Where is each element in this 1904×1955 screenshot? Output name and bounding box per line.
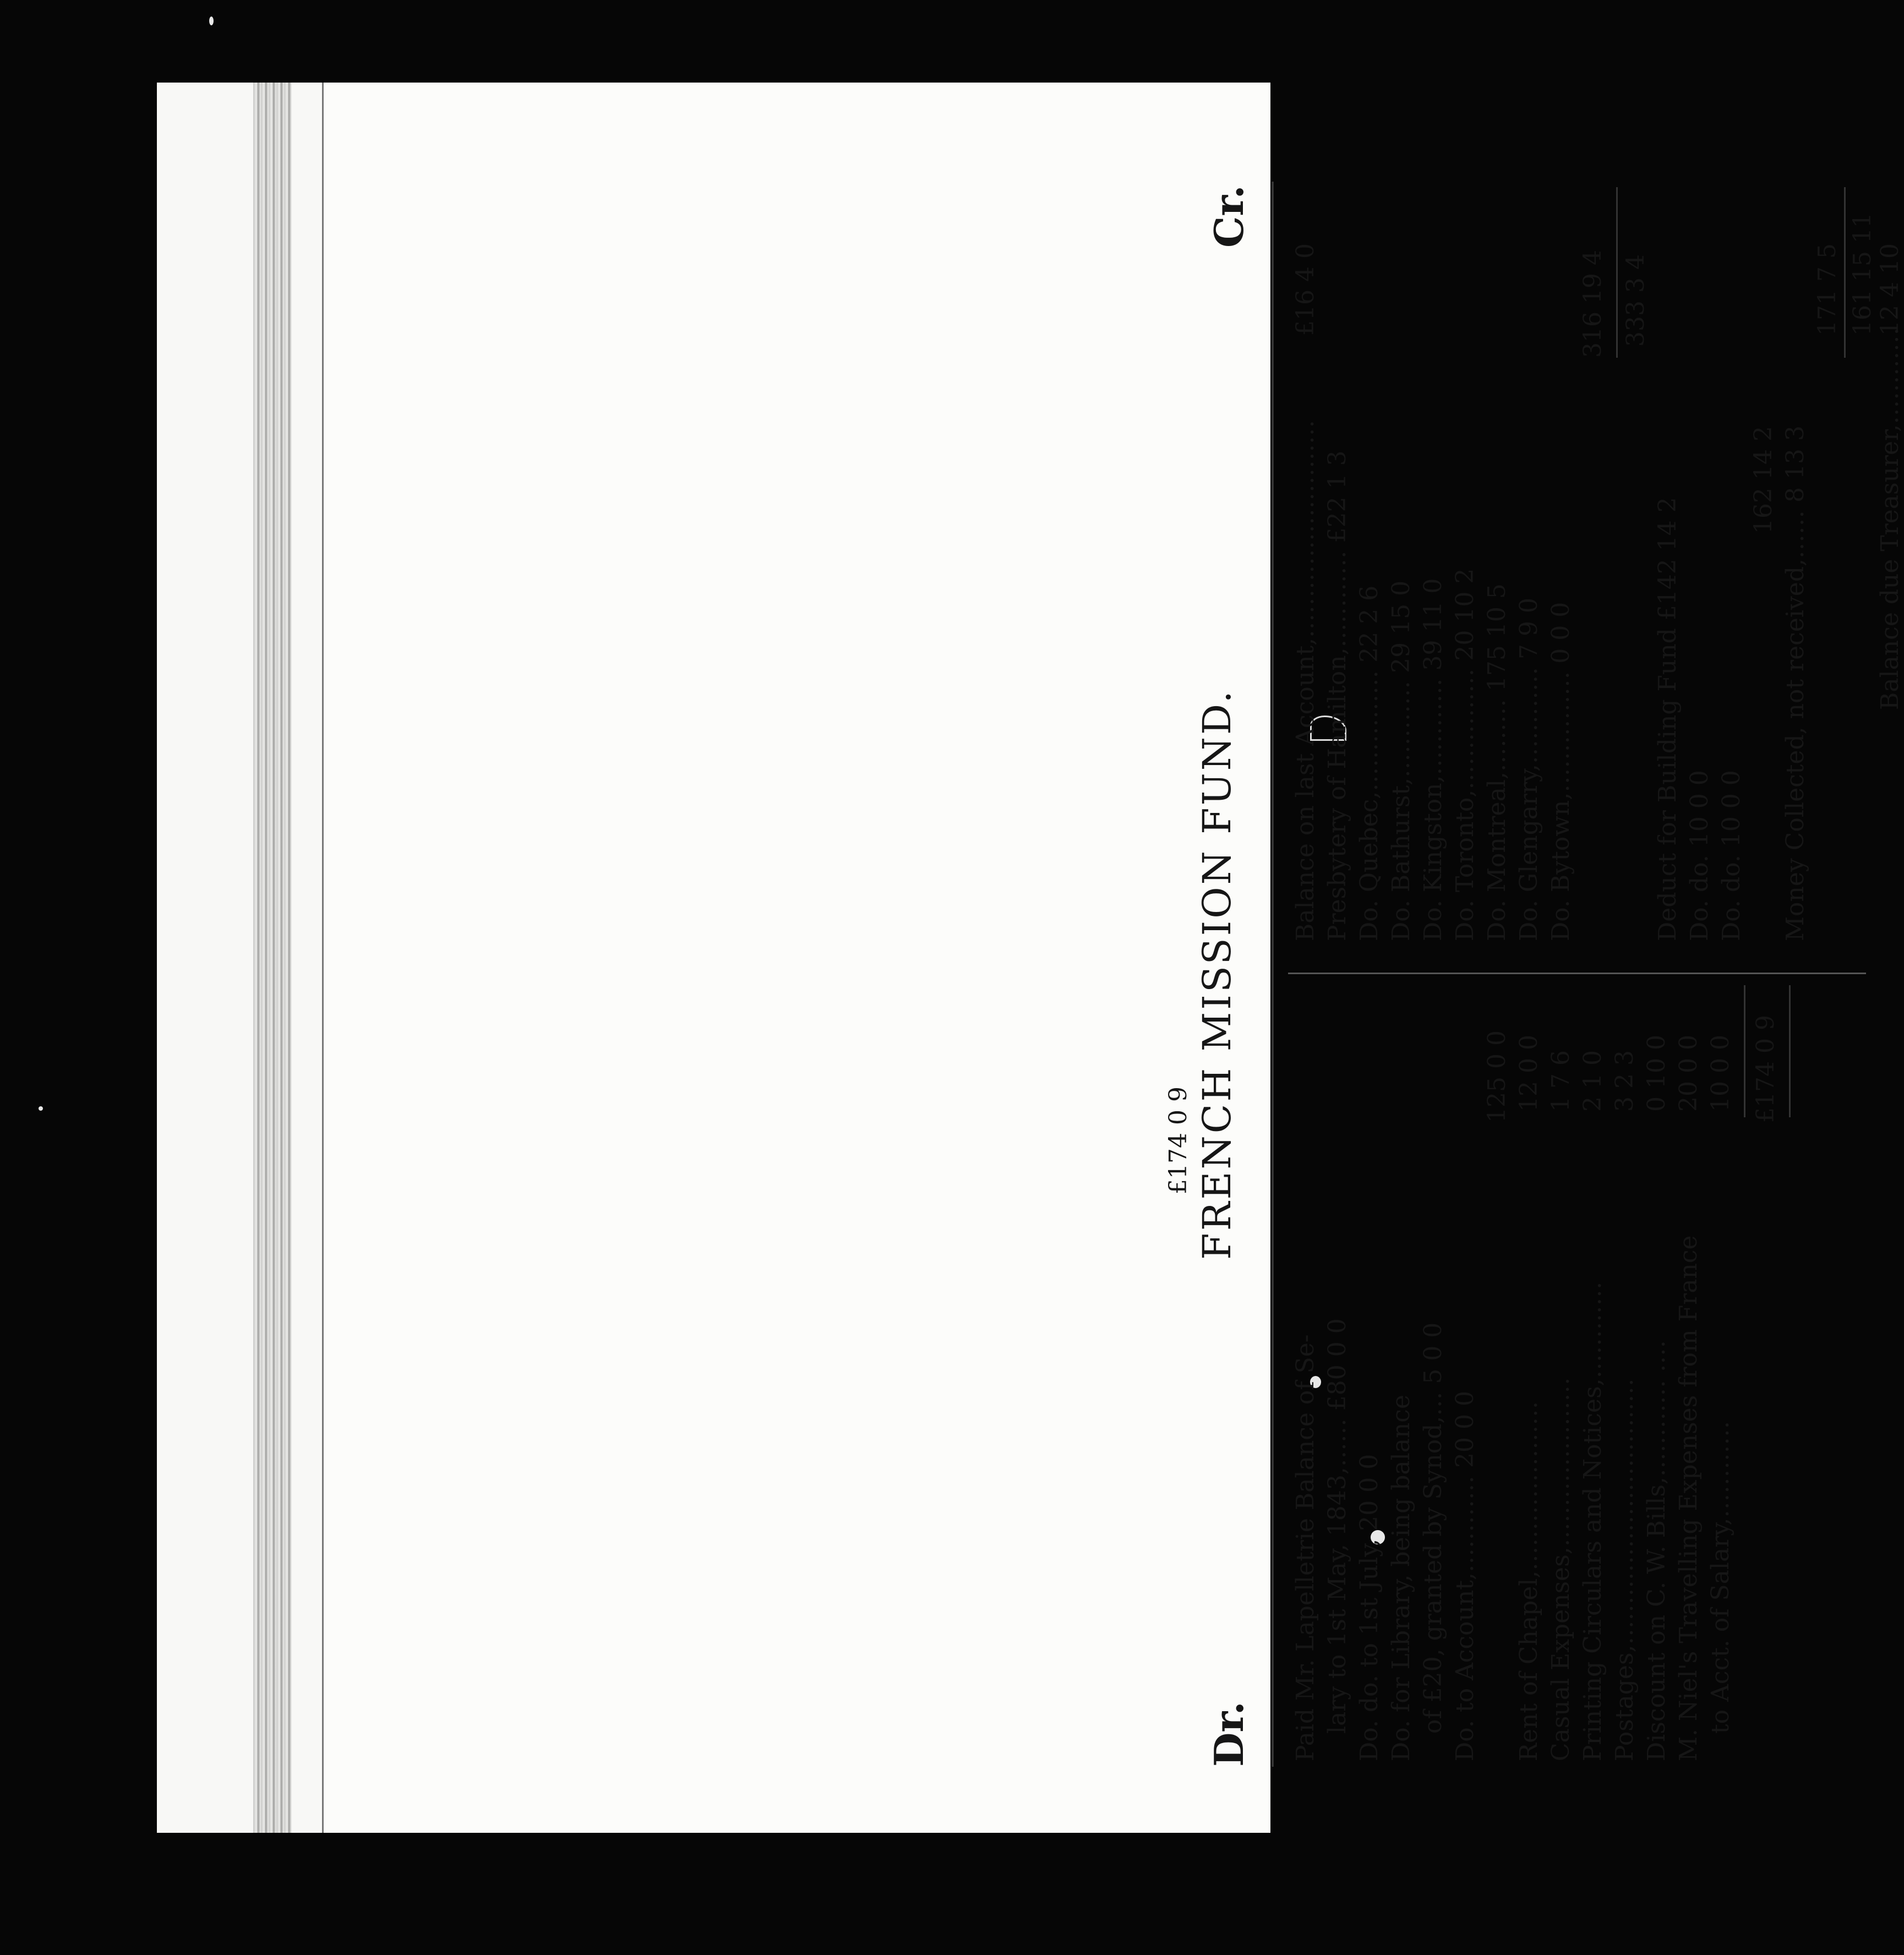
debit-amount: 1 7 6 xyxy=(1547,1050,1575,1112)
credit-entry: Do. Glengarry,………… 7 9 0 xyxy=(1515,598,1543,941)
page-gutter xyxy=(253,83,292,1833)
debit-entry: to Acct. of Salary,………… xyxy=(1706,1421,1734,1734)
debit-entry: lary to 1st May, 1843,…… £80 0 0 xyxy=(1323,1318,1351,1734)
debit-entry: Rent of Chapel,………………… xyxy=(1515,1401,1543,1761)
credit-subtotal: 162 14 2 xyxy=(1749,426,1777,534)
credit-total: £174 0 9 xyxy=(1164,1086,1192,1194)
debit-amount: 0 10 0 xyxy=(1643,1035,1671,1112)
debit-entry: M. Niel's Travelling Expenses from France xyxy=(1674,1235,1703,1761)
debit-entry: of £20, granted by Synod,… 5 0 0 xyxy=(1419,1322,1447,1734)
credit-entry: Do. do. 10 0 0 xyxy=(1717,770,1745,941)
rotated-ledger-bottom xyxy=(1183,149,1904,1800)
debit-entry: Do. do. to 1st July, 20 0 0 xyxy=(1355,1454,1383,1761)
debit-amount: 3 2 3 xyxy=(1611,1050,1639,1112)
credit-entry: Do. Kingston,………… 39 11 0 xyxy=(1419,578,1447,941)
credit-amount: £16 4 0 xyxy=(1291,243,1319,336)
debit-amount: 20 0 0 xyxy=(1674,1035,1703,1112)
debit-total: £174 0 9 xyxy=(1752,1015,1780,1123)
credit-subtotal: 161 15 11 xyxy=(1848,212,1876,336)
debit-subtotal: 125 0 0 xyxy=(1483,1030,1511,1123)
credit-entry: Do. Toronto,…………… 20 10 2 xyxy=(1451,568,1479,941)
credit-entry: Deduct for Building Fund £142 14 2 xyxy=(1654,497,1682,941)
credit-entry: Balance on last Account,……………………… xyxy=(1291,419,1319,941)
dr-label: Dr. xyxy=(1205,1701,1252,1767)
debit-entry: Do. for Library, being balance xyxy=(1387,1395,1415,1761)
debit-entry: Casual Expenses,………………… xyxy=(1547,1377,1575,1761)
credit-entry: Presbytery of Hamilton,………… £22 1 3 xyxy=(1323,450,1351,941)
debit-entry: Printing Circulars and Notices,………… xyxy=(1579,1281,1607,1761)
debit-amount: 10 0 0 xyxy=(1706,1035,1734,1112)
debit-entry: Do. to Account,………… 20 0 0 xyxy=(1451,1391,1479,1761)
credit-entry: Do. do. 10 0 0 xyxy=(1685,770,1714,941)
credit-amount: 12 4 10 xyxy=(1876,243,1904,336)
debit-amount: 12 0 0 xyxy=(1515,1035,1543,1112)
credit-entry: Do. Bathurst,………… 29 15 0 xyxy=(1387,580,1415,941)
debit-entry: Paid Mr. Lapelletrie Balance of Se- xyxy=(1291,1334,1319,1761)
credit-entry: Money Collected, not received,…… 8 13 3 xyxy=(1781,425,1809,941)
credit-subtotal: 333 3 4 xyxy=(1622,254,1650,347)
debit-entry: Discount on C. W. Bills,………… …. xyxy=(1643,1340,1671,1761)
debit-amount: 2 1 0 xyxy=(1579,1050,1607,1112)
debit-entry: Postages,…………………………… xyxy=(1611,1378,1639,1761)
credit-subtotal: 316 19 4 xyxy=(1579,250,1607,358)
credit-entry: Do. Bytown,…………… 0 0 0 xyxy=(1547,602,1575,941)
credit-subtotal: 171 7 5 xyxy=(1813,243,1841,336)
ledger-title: FRENCH MISSION FUND. xyxy=(1194,689,1240,1260)
credit-entry: Do. Montreal,……… 175 10 5 xyxy=(1483,583,1511,941)
credit-entry: Balance due Treasurer,………… xyxy=(1876,327,1904,710)
credit-entry: Do. Quebec,…………… 22 2 6 xyxy=(1355,585,1383,941)
cr-label: Cr. xyxy=(1205,185,1252,248)
document-page xyxy=(322,83,1270,1833)
